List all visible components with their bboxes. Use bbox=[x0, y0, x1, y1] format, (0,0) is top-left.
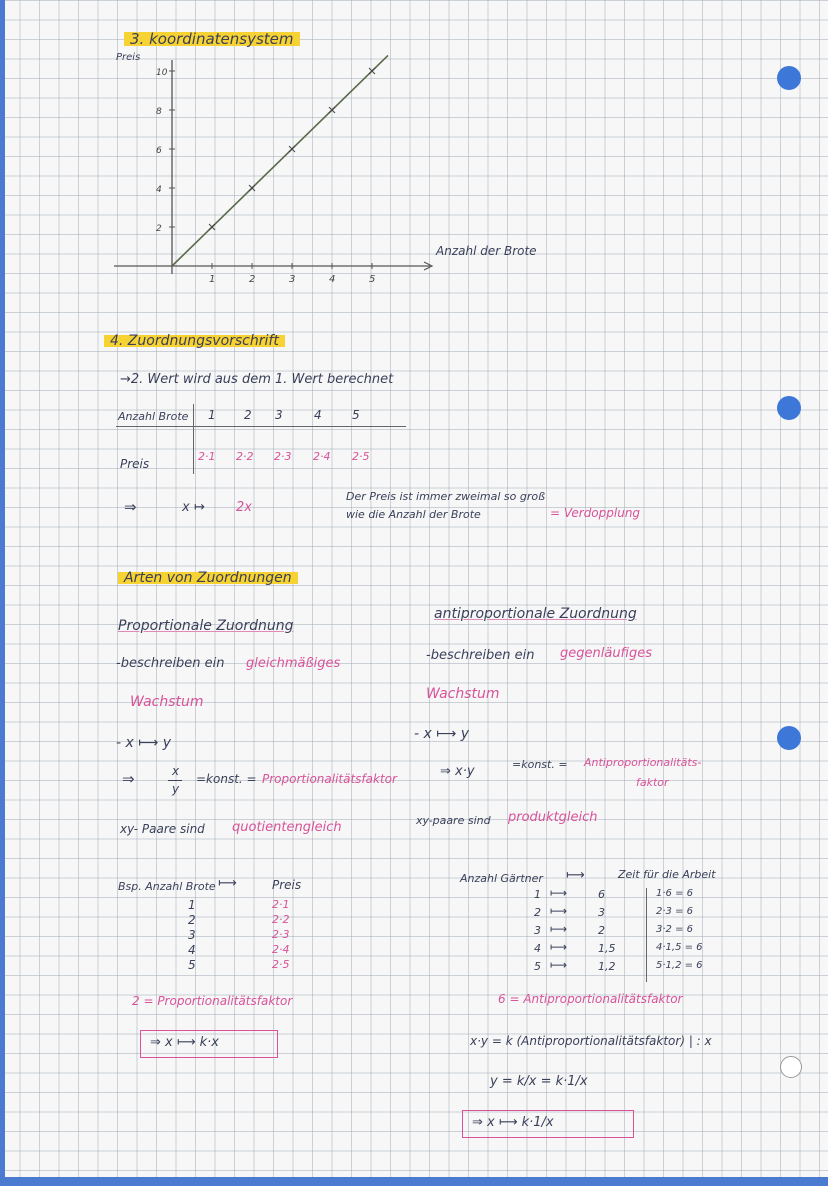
ex-right-product: 3·2 = 6 bbox=[656, 924, 694, 935]
data-point bbox=[289, 146, 295, 152]
ex-right-row-arrow: ⟼ bbox=[550, 922, 568, 936]
table-row2-v1: 2·1 bbox=[198, 450, 216, 463]
ex-right-arrow: ⟼ bbox=[566, 868, 585, 883]
y-axis-label: Preis bbox=[116, 52, 141, 63]
table-row1-v2: 2 bbox=[244, 408, 252, 422]
ex-right-value: 1 bbox=[534, 888, 541, 901]
anti-formula: ⇒ x·y bbox=[440, 764, 475, 779]
ex-left-price: 2·3 bbox=[272, 928, 290, 941]
table-row2-label: Preis bbox=[120, 457, 150, 471]
ex-left-header-right: Preis bbox=[272, 878, 302, 892]
section4-arrow-note: →2. Wert wird aus dem 1. Wert berechnet bbox=[120, 372, 394, 387]
ex-right-header: Anzahl Gärtner bbox=[460, 872, 543, 885]
series-line bbox=[172, 55, 388, 266]
x-tick-label: 1 bbox=[209, 274, 216, 285]
ex-left-price: 2·5 bbox=[272, 958, 290, 971]
data-point bbox=[209, 224, 215, 230]
prop-formula-rest: =konst. = bbox=[196, 772, 257, 786]
ex-right-product: 5·1,2 = 6 bbox=[656, 960, 703, 971]
ex-left-value: 3 bbox=[188, 928, 196, 942]
anti-desc2-pink: Wachstum bbox=[426, 686, 500, 702]
arten-heading: Arten von Zuordnungen bbox=[118, 570, 298, 586]
table-row2-v5: 2·5 bbox=[352, 450, 370, 463]
ex-right-boxed-rule: ⇒ x ⟼ k·1/x bbox=[472, 1115, 554, 1130]
ex-left-factor: 2 = Proportionalitätsfaktor bbox=[132, 994, 293, 1008]
ex-left-price: 2·1 bbox=[272, 898, 290, 911]
prop-formula-prefix: ⇒ bbox=[122, 770, 135, 788]
ex-left-value: 1 bbox=[188, 898, 196, 912]
rule-result: 2x bbox=[236, 500, 252, 515]
explanation-term: = Verdopplung bbox=[550, 506, 641, 520]
x-tick-label: 3 bbox=[289, 274, 296, 285]
table-v-line bbox=[193, 404, 194, 474]
table-row1-label: Anzahl Brote bbox=[118, 410, 189, 423]
ex-right-value: 2 bbox=[534, 906, 541, 919]
ex-left-price: 2·2 bbox=[272, 913, 290, 926]
ex-right-time: 6 bbox=[598, 888, 605, 901]
ex-right-y-formula: y = k/x = k·1/x bbox=[490, 1074, 588, 1089]
prop-map: - x ⟼ y bbox=[116, 735, 172, 751]
anti-formula-pink1: Antiproportionalitäts- bbox=[584, 756, 702, 769]
ex-right-value: 3 bbox=[534, 924, 541, 937]
ex-right-divider bbox=[646, 888, 647, 982]
x-axis-label: Anzahl der Brote bbox=[436, 244, 537, 258]
prop-title: Proportionale Zuordnung bbox=[118, 618, 294, 634]
ex-right-product-formula: x·y = k (Antiproportionalitätsfaktor) | : x bbox=[470, 1034, 712, 1048]
ex-left-price: 2·4 bbox=[272, 943, 290, 956]
ex-left-boxed-rule: ⇒ x ⟼ k·x bbox=[150, 1035, 219, 1050]
table-row2-v3: 2·3 bbox=[274, 450, 292, 463]
prop-desc1-pink: gleichmäßiges bbox=[246, 656, 341, 671]
table-row1-v3: 3 bbox=[275, 408, 283, 422]
ex-left-value: 4 bbox=[188, 943, 196, 957]
table-row1-v5: 5 bbox=[352, 408, 360, 422]
ex-left-value: 2 bbox=[188, 913, 196, 927]
prop-desc2-pink: Wachstum bbox=[130, 694, 204, 710]
prop-pairs-prefix: xy- Paare sind bbox=[120, 822, 205, 836]
rule-x: x ↦ bbox=[182, 500, 205, 515]
section3-heading: 3. koordinatensystem bbox=[124, 30, 300, 48]
table-row1-v4: 4 bbox=[314, 408, 322, 422]
anti-pairs-pink: produktgleich bbox=[508, 810, 598, 825]
data-point bbox=[249, 185, 255, 191]
anti-formula-pink2: faktor bbox=[636, 776, 669, 789]
ex-right-row-arrow: ⟼ bbox=[550, 958, 568, 972]
table-row2-v4: 2·4 bbox=[313, 450, 331, 463]
anti-desc1-pink: gegenläufiges bbox=[560, 646, 652, 661]
prop-frac-bar bbox=[168, 780, 182, 781]
prop-frac-den: y bbox=[172, 782, 180, 796]
ex-left-value: 5 bbox=[188, 958, 196, 972]
ex-right-row-arrow: ⟼ bbox=[550, 886, 568, 900]
prop-frac-num: x bbox=[172, 764, 180, 778]
table-row1-v1: 1 bbox=[208, 408, 216, 422]
x-tick-label: 4 bbox=[329, 274, 336, 285]
section4-heading: 4. Zuordnungsvorschrift bbox=[104, 333, 285, 349]
ex-right-time: 1,5 bbox=[598, 942, 616, 955]
prop-desc1: -beschreiben ein bbox=[116, 656, 225, 671]
ex-right-product: 2·3 = 6 bbox=[656, 906, 694, 917]
ex-right-row-arrow: ⟼ bbox=[550, 904, 568, 918]
y-tick-label: 6 bbox=[156, 146, 162, 156]
ex-right-time: 3 bbox=[598, 906, 605, 919]
ex-right-value: 4 bbox=[534, 942, 541, 955]
explanation-line1: Der Preis ist immer zweimal so groß bbox=[346, 490, 546, 503]
y-tick-label: 10 bbox=[156, 68, 168, 78]
ex-right-product: 1·6 = 6 bbox=[656, 888, 694, 899]
prop-pairs-pink: quotientengleich bbox=[232, 820, 342, 835]
ex-right-product: 4·1,5 = 6 bbox=[656, 942, 703, 953]
y-tick-label: 4 bbox=[156, 185, 162, 195]
data-point bbox=[329, 107, 335, 113]
anti-pairs-prefix: xy-paare sind bbox=[416, 814, 491, 827]
explanation-line2: wie die Anzahl der Brote bbox=[346, 508, 481, 521]
x-tick-label: 5 bbox=[369, 274, 376, 285]
y-tick-label: 2 bbox=[156, 224, 162, 234]
ex-left-header: Bsp. Anzahl Brote bbox=[118, 880, 216, 893]
anti-map: - x ⟼ y bbox=[414, 726, 470, 742]
implies-symbol: ⇒ bbox=[124, 498, 137, 516]
ex-right-time: 1,2 bbox=[598, 960, 616, 973]
table-row2-v2: 2·2 bbox=[236, 450, 254, 463]
ex-left-arrow: ⟼ bbox=[218, 876, 237, 891]
table-h-line bbox=[116, 426, 406, 427]
anti-formula-rest: =konst. = bbox=[512, 758, 568, 771]
data-point bbox=[369, 68, 375, 74]
anti-title: antiproportionale Zuordnung bbox=[434, 606, 637, 622]
ex-right-time: 2 bbox=[598, 924, 605, 937]
ex-right-factor: 6 = Antiproportionalitätsfaktor bbox=[498, 992, 683, 1006]
anti-desc1: -beschreiben ein bbox=[426, 648, 535, 663]
ex-right-header-right: Zeit für die Arbeit bbox=[618, 868, 716, 881]
prop-formula-pink: Proportionalitätsfaktor bbox=[262, 772, 397, 786]
x-tick-label: 2 bbox=[249, 274, 256, 285]
ex-right-value: 5 bbox=[534, 960, 541, 973]
ex-right-row-arrow: ⟼ bbox=[550, 940, 568, 954]
y-tick-label: 8 bbox=[156, 107, 162, 117]
